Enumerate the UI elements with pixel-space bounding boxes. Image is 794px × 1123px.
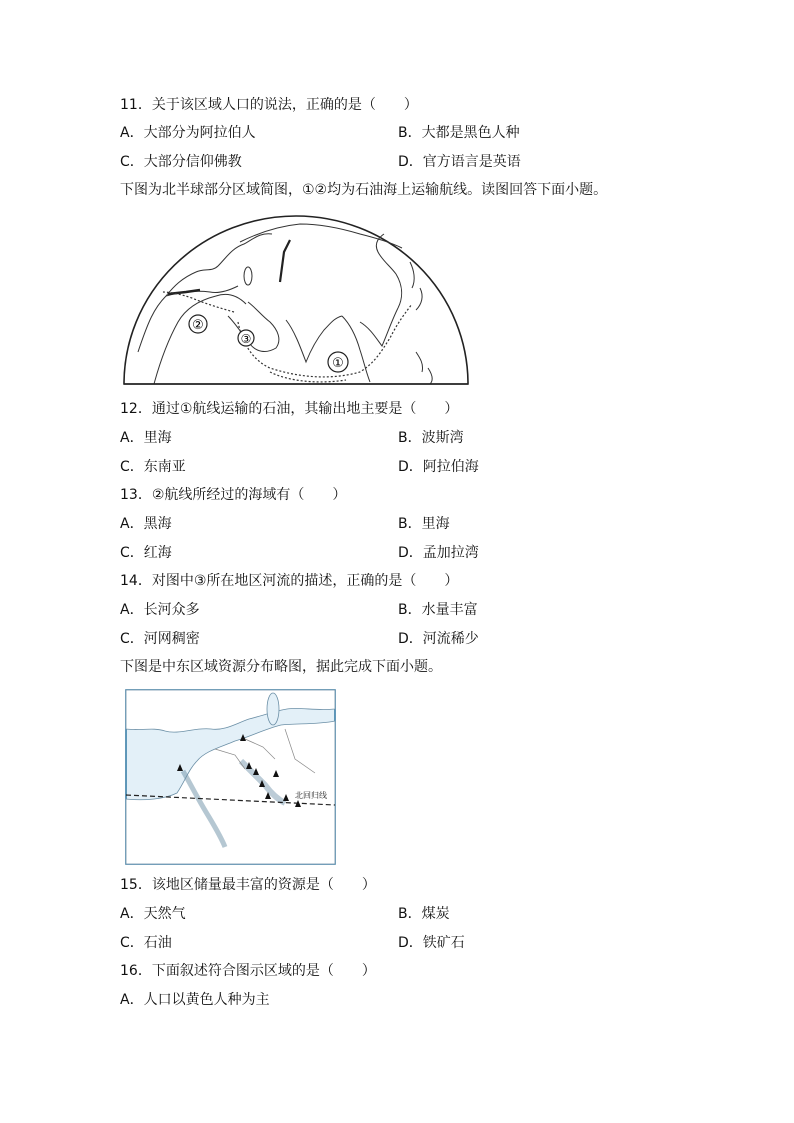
tropic-of-cancer-label: 北回归线 — [295, 791, 327, 800]
q13-option-a: A．黑海 — [120, 516, 172, 532]
q15-option-d: D．铁矿石 — [398, 935, 465, 951]
q16-option-a: A．人口以黄色人种为主 — [120, 992, 270, 1008]
q14-option-b: B．水量丰富 — [398, 602, 478, 618]
q12-option-c: C．东南亚 — [120, 459, 186, 475]
q15-option-c: C．石油 — [120, 935, 172, 951]
map1-label-1: ① — [332, 356, 344, 371]
map1-label-3: ③ — [240, 332, 252, 346]
q11-option-b: B．大都是黑色人种 — [398, 125, 520, 141]
q11-option-d: D．官方语言是英语 — [398, 154, 521, 170]
q15-option-a: A．天然气 — [120, 906, 186, 922]
q12-option-a: A．里海 — [120, 430, 172, 446]
middle-east-resource-map-svg — [125, 689, 336, 865]
middle-east-resource-map — [125, 689, 336, 865]
question-12-stem: 12．通过①航线运输的石油，其输出地主要是（ ） — [120, 401, 459, 417]
q12-option-b: B．波斯湾 — [398, 430, 464, 446]
question-13-stem: 13．②航线所经过的海域有（ ） — [120, 487, 347, 503]
q13-option-d: D．孟加拉湾 — [398, 545, 479, 561]
map1-label-2: ② — [192, 318, 204, 333]
q14-option-a: A．长河众多 — [120, 602, 200, 618]
northern-hemisphere-map-svg — [120, 212, 472, 388]
q14-option-c: C．河网稠密 — [120, 631, 200, 647]
q13-option-b: B．里海 — [398, 516, 450, 532]
q11-option-a: A．大部分为阿拉伯人 — [120, 125, 256, 141]
question-15-stem: 15．该地区储量最丰富的资源是（ ） — [120, 877, 376, 893]
question-14-stem: 14．对图中③所在地区河流的描述，正确的是（ ） — [120, 573, 459, 589]
question-16-stem: 16．下面叙述符合图示区域的是（ ） — [120, 963, 376, 979]
map1-intro: 下图为北半球部分区域简图，①②均为石油海上运输航线。读图回答下面小题。 — [120, 182, 608, 198]
question-11-stem: 11．关于该区域人口的说法，正确的是（ ） — [120, 97, 418, 113]
q14-option-d: D．河流稀少 — [398, 631, 479, 647]
q11-option-c: C．大部分信仰佛教 — [120, 154, 242, 170]
q13-option-c: C．红海 — [120, 545, 172, 561]
q12-option-d: D．阿拉伯海 — [398, 459, 479, 475]
northern-hemisphere-map — [120, 212, 472, 388]
q15-option-b: B．煤炭 — [398, 906, 450, 922]
map2-intro: 下图是中东区域资源分布略图，据此完成下面小题。 — [120, 659, 442, 675]
